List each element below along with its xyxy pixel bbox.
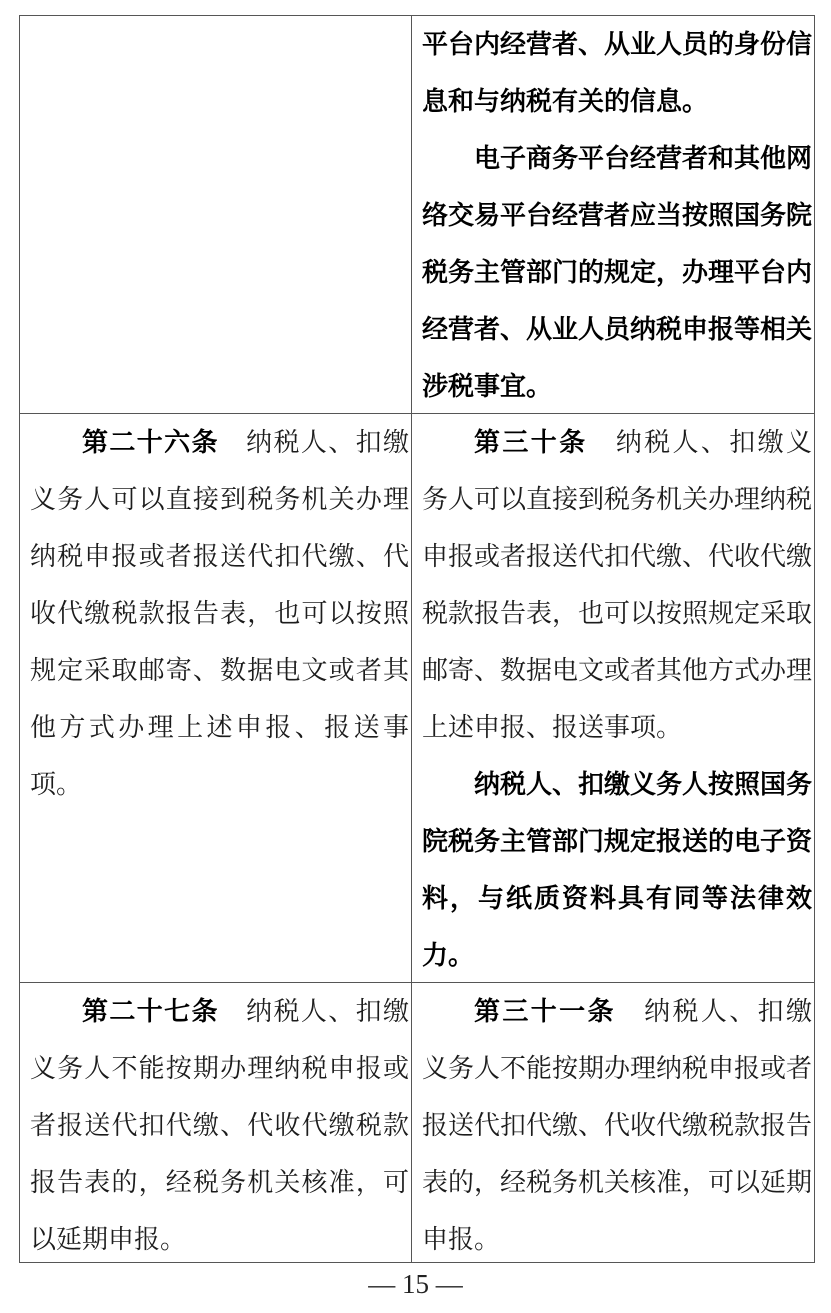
table-cell-left	[20, 16, 412, 413]
paragraph	[422, 16, 812, 130]
regular-text-segment: 纳税人、扣缴义务人可以直接到税务机关办理纳税申报或者报送代扣代缴、代收代缴税款报告表，也可以按照规定采取邮寄、数据电文或者其他方式办理上述申报、报送事项。	[422, 428, 813, 742]
bold-text-segment: 纳税人、扣缴义务人按照国务院税务主管部门规定报送的电子资料，与纸质资料具有同等法律效力。	[422, 769, 813, 970]
table-cell-left	[20, 414, 412, 982]
table-cell-right	[412, 16, 814, 413]
article-number: 第三十条	[474, 427, 588, 457]
bold-text-segment: 平台内经营者、从业人员的身份信息和与纳税有关的信息。	[422, 29, 813, 116]
table-row	[20, 16, 814, 414]
article-number: 第三十一条	[474, 996, 616, 1026]
paragraph	[30, 414, 409, 813]
table-row	[20, 414, 814, 983]
table-cell-right	[412, 414, 814, 982]
paragraph	[422, 756, 812, 982]
paragraph	[422, 130, 812, 413]
article-number: 第二十七条	[82, 996, 219, 1026]
table-cell-left	[20, 983, 412, 1262]
paragraph	[30, 983, 409, 1262]
regular-text-segment: 纳税人、扣缴义务人不能按期办理纳税申报或者报送代扣代缴、代收代缴税款报告表的，经税务机关核准，可以延期申报。	[30, 997, 409, 1254]
footer-page-number: — 15 —	[368, 1269, 463, 1299]
article-number: 第二十六条	[82, 427, 219, 457]
regular-text-segment: 纳税人、扣缴义务人不能按期办理纳税申报或者报送代扣代缴、代收代缴税款报告表的，经税务机关核准，可以延期申报。	[422, 997, 813, 1254]
bold-text-segment: 电子商务平台经营者和其他网络交易平台经营者应当按照国务院税务主管部门的规定，办理平台内经营者、从业人员纳税申报等相关涉税事宜。	[422, 143, 813, 401]
table-cell-right	[412, 983, 814, 1262]
paragraph	[422, 414, 812, 756]
paragraph	[422, 983, 812, 1262]
comparison-table	[19, 15, 815, 1263]
table-row	[20, 983, 814, 1262]
regular-text-segment: 纳税人、扣缴义务人可以直接到税务机关办理纳税申报或者报送代扣代缴、代收代缴税款报告表，也可以按照规定采取邮寄、数据电文或者其他方式办理上述申报、报送事项。	[30, 428, 409, 799]
